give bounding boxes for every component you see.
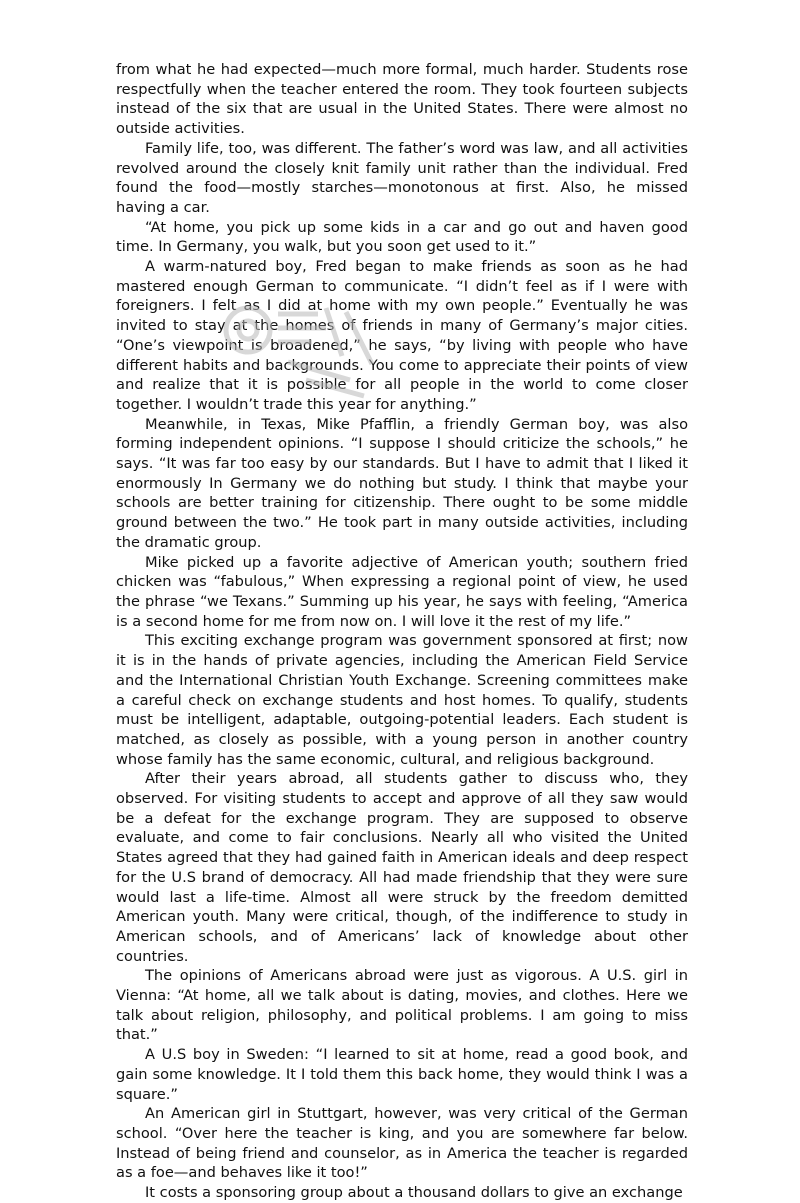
paragraph: An American girl in Stuttgart, however, was very critical of the German school. “Over here the teacher is king, and you are somewhere far below. Instead of being friend and counselor, as in America the teacher is regarded as a foe—and behaves like it too!” (116, 1105, 688, 1182)
paragraph: A U.S boy in Sweden: “I learned to sit at home, read a good book, and gain some knowledge. It I told them this back home, they would think I was a square.” (116, 1046, 688, 1103)
paragraph: from what he had expected—much more formal, much harder. Students rose respectfully when the teacher entered the room. They took fourteen subjects instead of the six that are usual in the United States. There were almost no outside activities. (116, 61, 688, 138)
paragraph: A warm-natured boy, Fred began to make friends as soon as he had mastered enough German to communicate. “I didn’t feel as if I were with foreigners. I felt as I did at home with my own people.” Eventually he was invited to stay at the homes of friends in many of Germany’s major cities. “One’s viewpoint is broadened,” he says, “by living with people who have different habits and backgrounds. You come to appreciate their points of view and realize that it is possible for all people in the world to come closer together. I wouldn’t trade this year for anything.” (116, 258, 688, 413)
paragraph: This exciting exchange program was government sponsored at first; now it is in the hands of private agencies, including the American Field Service and the International Christian Youth Exchange. Screening committees make a careful check on exchange students and host homes. To qualify, students must be intelligent, adaptable, outgoing-potential leaders. Each student is matched, as closely as possible, with a young person in another country whose family has the same economic, cultural, and religious background. (116, 632, 688, 768)
paragraph: It costs a sponsoring group about a thousand dollars to give an exchange (145, 1184, 683, 1202)
document-body (116, 60, 688, 1203)
paragraph: “At home, you pick up some kids in a car and go out and haven good time. In Germany, you walk, but you soon get used to it.” (116, 218, 688, 256)
paragraph: Meanwhile, in Texas, Mike Pfafflin, a friendly German boy, was also forming independent opinions. “I suppose I should criticize the schools,” he says. “It was far too easy by our standards. But I have to admit that I liked it enormously In Germany we do nothing but study. I think that maybe your schools are better training for citizenship. There ought to be some middle ground between the two.” He took part in many outside activities, including the dramatic group. (116, 415, 688, 551)
paragraph: Family life, too, was different. The father’s word was law, and all activities revolved around the closely knit family unit rather than the individual. Fred found the food—mostly starches—monotonous at first. Also, he missed having a car. (116, 139, 688, 216)
paragraph: Mike picked up a favorite adjective of American youth; southern fried chicken was “fabulous,” When expressing a regional point of view, he used the phrase “we Texans.” Summing up his year, he says with feeling, “America is a second home for me from now on. I will love it the rest of my life.” (116, 553, 688, 630)
paragraph: After their years abroad, all students gather to discuss who, they observed. For visiting students to accept and approve of all they saw would be a defeat for the exchange program. They are supposed to observe evaluate, and come to fair conclusions. Nearly all who visited the United States agreed that they had gained faith in American ideals and deep respect for the U.S brand of democracy. All had made friendship that they were sure would last a life-time. Almost all were struck by the freedom demitted American youth. Many were critical, though, of the indifference to study in American schools, and of Americans’ lack of knowledge about other countries. (116, 770, 688, 965)
paragraph: The opinions of Americans abroad were just as vigorous. A U.S. girl in Vienna: “At home, all we talk about is dating, movies, and clothes. Here we talk about religion, philosophy, and political problems. I am going to miss that.” (116, 967, 688, 1044)
